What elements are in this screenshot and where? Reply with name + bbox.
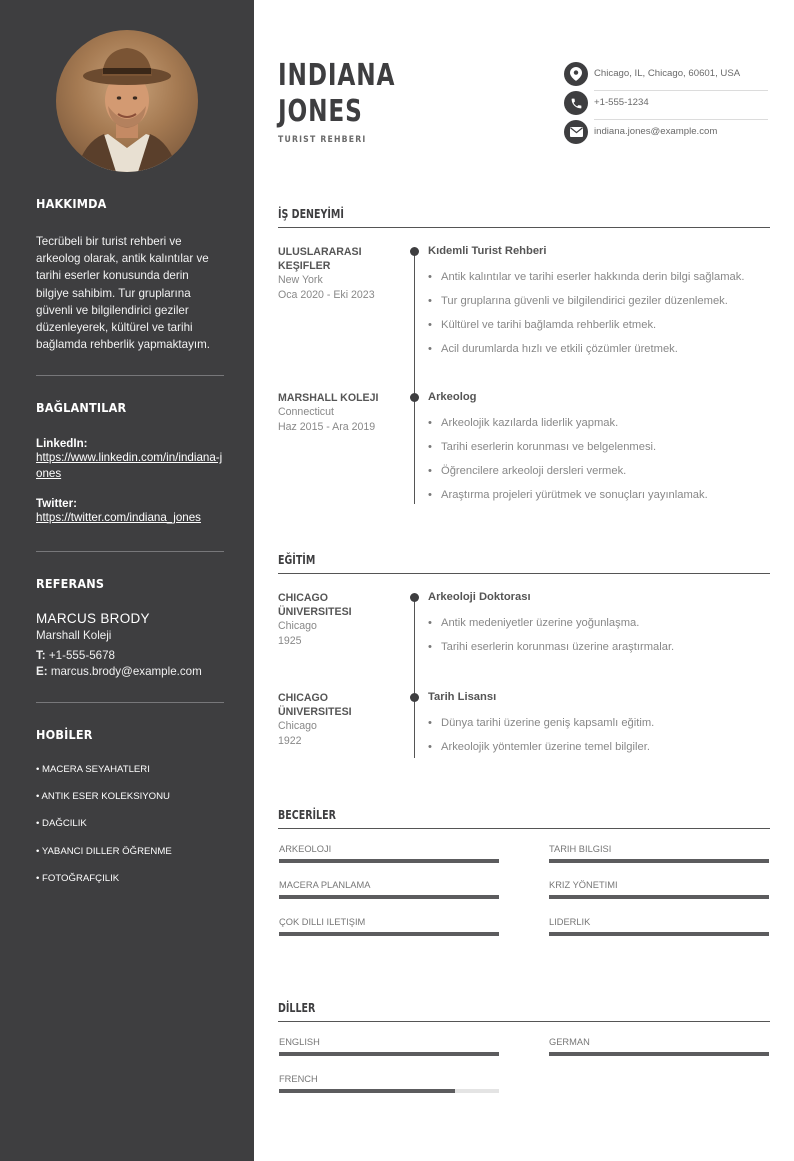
bullet-item: • Antik medeniyetler üzerine yoğunlaşma. bbox=[428, 617, 773, 641]
language-bar bbox=[549, 1052, 769, 1056]
location: Chicago bbox=[278, 720, 317, 732]
about-text: Tecrübeli bir turist rehberi ve arkeolog olarak, antik kalıntılar ve tarihi eserler konusunda derin bilgiye sahibim. Tur gruplarına güvenli ve bilgilendirici geziler düzenleyerek, kültürel ve tarihi bağlamda rehberlik yapmaktayım. bbox=[36, 235, 210, 352]
language-label: ENGLISH bbox=[279, 1037, 320, 1047]
skill-item bbox=[279, 880, 499, 899]
timeline-dot bbox=[410, 247, 419, 256]
linkedin-item bbox=[36, 437, 224, 482]
address-text: Chicago, IL, Chicago, 60601, USA bbox=[594, 68, 741, 79]
about-section bbox=[36, 196, 224, 353]
bullet-item: • Dünya tarihi üzerine geniş kapsamlı eğitim. bbox=[428, 717, 773, 741]
reference-phone bbox=[36, 648, 224, 664]
skill-bar bbox=[549, 895, 769, 899]
linkedin-label: LinkedIn: bbox=[36, 437, 88, 450]
skill-label: KRIZ YÖNETIMI bbox=[549, 880, 618, 890]
hobby-item: • MACERA SEYAHATLERI bbox=[36, 764, 150, 775]
skill-item bbox=[549, 917, 769, 936]
education-heading: EĞİTİM bbox=[278, 551, 770, 574]
first-name: INDIANA bbox=[278, 58, 396, 93]
reference-heading: REFERANS bbox=[36, 576, 105, 591]
envelope-icon bbox=[564, 120, 588, 144]
contact-address bbox=[564, 62, 768, 91]
language-item bbox=[549, 1037, 769, 1056]
location: Chicago bbox=[278, 620, 317, 632]
dates: Oca 2020 - Eki 2023 bbox=[278, 288, 375, 301]
email-value: marcus.brody@example.com bbox=[50, 665, 202, 678]
dates: 1922 bbox=[278, 734, 302, 747]
language-bar bbox=[279, 1089, 499, 1093]
divider bbox=[36, 551, 224, 552]
dates: Haz 2015 - Ara 2019 bbox=[278, 420, 376, 433]
language-label: FRENCH bbox=[279, 1074, 318, 1084]
experience-entry-meta bbox=[278, 391, 396, 434]
linkedin-link[interactable]: https://www.linkedin.com/in/indiana-jones bbox=[36, 451, 223, 480]
language-item bbox=[279, 1074, 499, 1093]
reference-section bbox=[36, 576, 224, 680]
skill-item bbox=[279, 844, 499, 863]
hobby-item: • YABANCI DILLER ÖĞRENME bbox=[36, 845, 172, 857]
phone-text: +1-555-1234 bbox=[594, 97, 649, 108]
twitter-item bbox=[36, 497, 224, 526]
languages-heading: DİLLER bbox=[278, 999, 770, 1022]
skill-item bbox=[549, 880, 769, 899]
timeline-dot bbox=[410, 593, 419, 602]
dates: 1925 bbox=[278, 634, 302, 647]
bullet-item: • Arkeolojik kazılarda liderlik yapmak. bbox=[428, 417, 773, 441]
phone-value: +1-555-5678 bbox=[48, 649, 115, 662]
contact-phone bbox=[564, 91, 768, 120]
language-bar bbox=[279, 1052, 499, 1056]
skill-label: LIDERLIK bbox=[549, 917, 591, 927]
job-role: TURIST REHBERI bbox=[278, 135, 367, 145]
skills-heading: BECERİLER bbox=[278, 806, 770, 829]
links-section bbox=[36, 400, 224, 526]
twitter-link[interactable]: https://twitter.com/indiana_jones bbox=[36, 511, 201, 524]
location-pin-icon bbox=[564, 62, 588, 86]
location: Connecticut bbox=[278, 406, 334, 418]
skill-bar bbox=[279, 895, 499, 899]
location: New York bbox=[278, 274, 323, 286]
email-label: E: bbox=[36, 665, 48, 678]
job-title: Arkeolog bbox=[428, 391, 477, 403]
divider bbox=[36, 702, 224, 703]
language-label: GERMAN bbox=[549, 1037, 590, 1047]
full-name bbox=[278, 58, 395, 130]
skill-bar bbox=[279, 859, 499, 863]
bullet-item: • Tarihi eserlerin korunması ve belgelenmesi. bbox=[428, 441, 773, 465]
reference-email bbox=[36, 664, 224, 680]
timeline-dot bbox=[410, 393, 419, 402]
experience-timeline bbox=[414, 251, 415, 504]
experience-heading: İŞ DENEYİMİ bbox=[278, 205, 770, 228]
sidebar bbox=[0, 0, 254, 1161]
skill-label: ARKEOLOJI bbox=[279, 844, 332, 854]
education-entry-meta bbox=[278, 691, 396, 748]
skill-bar bbox=[549, 859, 769, 863]
phone-label: T: bbox=[36, 649, 46, 662]
hobbies-section bbox=[36, 727, 224, 900]
skill-item bbox=[549, 844, 769, 863]
school: CHICAGO ÜNIVERSITESI bbox=[278, 692, 352, 718]
timeline-dot bbox=[410, 693, 419, 702]
reference-org: Marshall Koleji bbox=[36, 629, 112, 642]
experience-entry bbox=[428, 245, 773, 367]
experience-entry-meta bbox=[278, 245, 396, 302]
job-title: Kıdemli Turist Rehberi bbox=[428, 245, 547, 257]
phone-icon bbox=[564, 91, 588, 115]
contact-email bbox=[564, 120, 768, 149]
education-timeline bbox=[414, 597, 415, 758]
email-text: indiana.jones@example.com bbox=[594, 126, 718, 137]
divider bbox=[36, 375, 224, 376]
skill-label: TARIH BILGISI bbox=[549, 844, 612, 854]
links-heading: BAĞLANTILAR bbox=[36, 400, 127, 415]
twitter-label: Twitter: bbox=[36, 497, 78, 510]
skill-label: MACERA PLANLAMA bbox=[279, 880, 371, 890]
skill-label: ÇOK DILLI ILETIŞIM bbox=[279, 917, 366, 927]
last-name: JONES bbox=[278, 94, 363, 129]
bullet-item: • Acil durumlarda hızlı ve etkili çözümler üretmek. bbox=[428, 343, 773, 367]
bullet-item: • Arkeolojik yöntemler üzerine temel bilgiler. bbox=[428, 741, 773, 765]
degree-title: Tarih Lisansı bbox=[428, 691, 497, 703]
skill-bar bbox=[549, 932, 769, 936]
bullet-item: • Antik kalıntılar ve tarihi eserler hakkında derin bilgi sağlamak. bbox=[428, 271, 773, 295]
hobbies-heading: HOBİLER bbox=[36, 727, 93, 742]
employer: MARSHALL KOLEJI bbox=[278, 392, 379, 404]
hobby-item: • DAĞCILIK bbox=[36, 818, 87, 830]
bullet-item: • Araştırma projeleri yürütmek ve sonuçları yayınlamak. bbox=[428, 489, 773, 513]
reference-name: MARCUS BRODY bbox=[36, 611, 150, 626]
school: CHICAGO ÜNIVERSITESI bbox=[278, 592, 352, 618]
language-item bbox=[279, 1037, 499, 1056]
profile-photo bbox=[56, 30, 198, 172]
bullet-item: • Kültürel ve tarihi bağlamda rehberlik etmek. bbox=[428, 319, 773, 343]
employer: ULUSLARARASI KEŞIFLER bbox=[278, 246, 362, 272]
bullet-item: • Tur gruplarına güvenli ve bilgilendirici geziler düzenlemek. bbox=[428, 295, 773, 319]
about-heading: HAKKIMDA bbox=[36, 196, 107, 211]
hobby-item: • ANTIK ESER KOLEKSIYONU bbox=[36, 791, 170, 803]
education-entry bbox=[428, 591, 773, 665]
skill-bar bbox=[279, 932, 499, 936]
education-entry bbox=[428, 691, 773, 765]
experience-entry bbox=[428, 391, 773, 513]
education-entry-meta bbox=[278, 591, 396, 648]
skill-item bbox=[279, 917, 499, 936]
hobby-item: • FOTOĞRAFÇILIK bbox=[36, 872, 120, 884]
bullet-item: • Öğrencilere arkeoloji dersleri vermek. bbox=[428, 465, 773, 489]
bullet-item: • Tarihi eserlerin korunması üzerine araştırmalar. bbox=[428, 641, 773, 665]
degree-title: Arkeoloji Doktorası bbox=[428, 591, 531, 603]
